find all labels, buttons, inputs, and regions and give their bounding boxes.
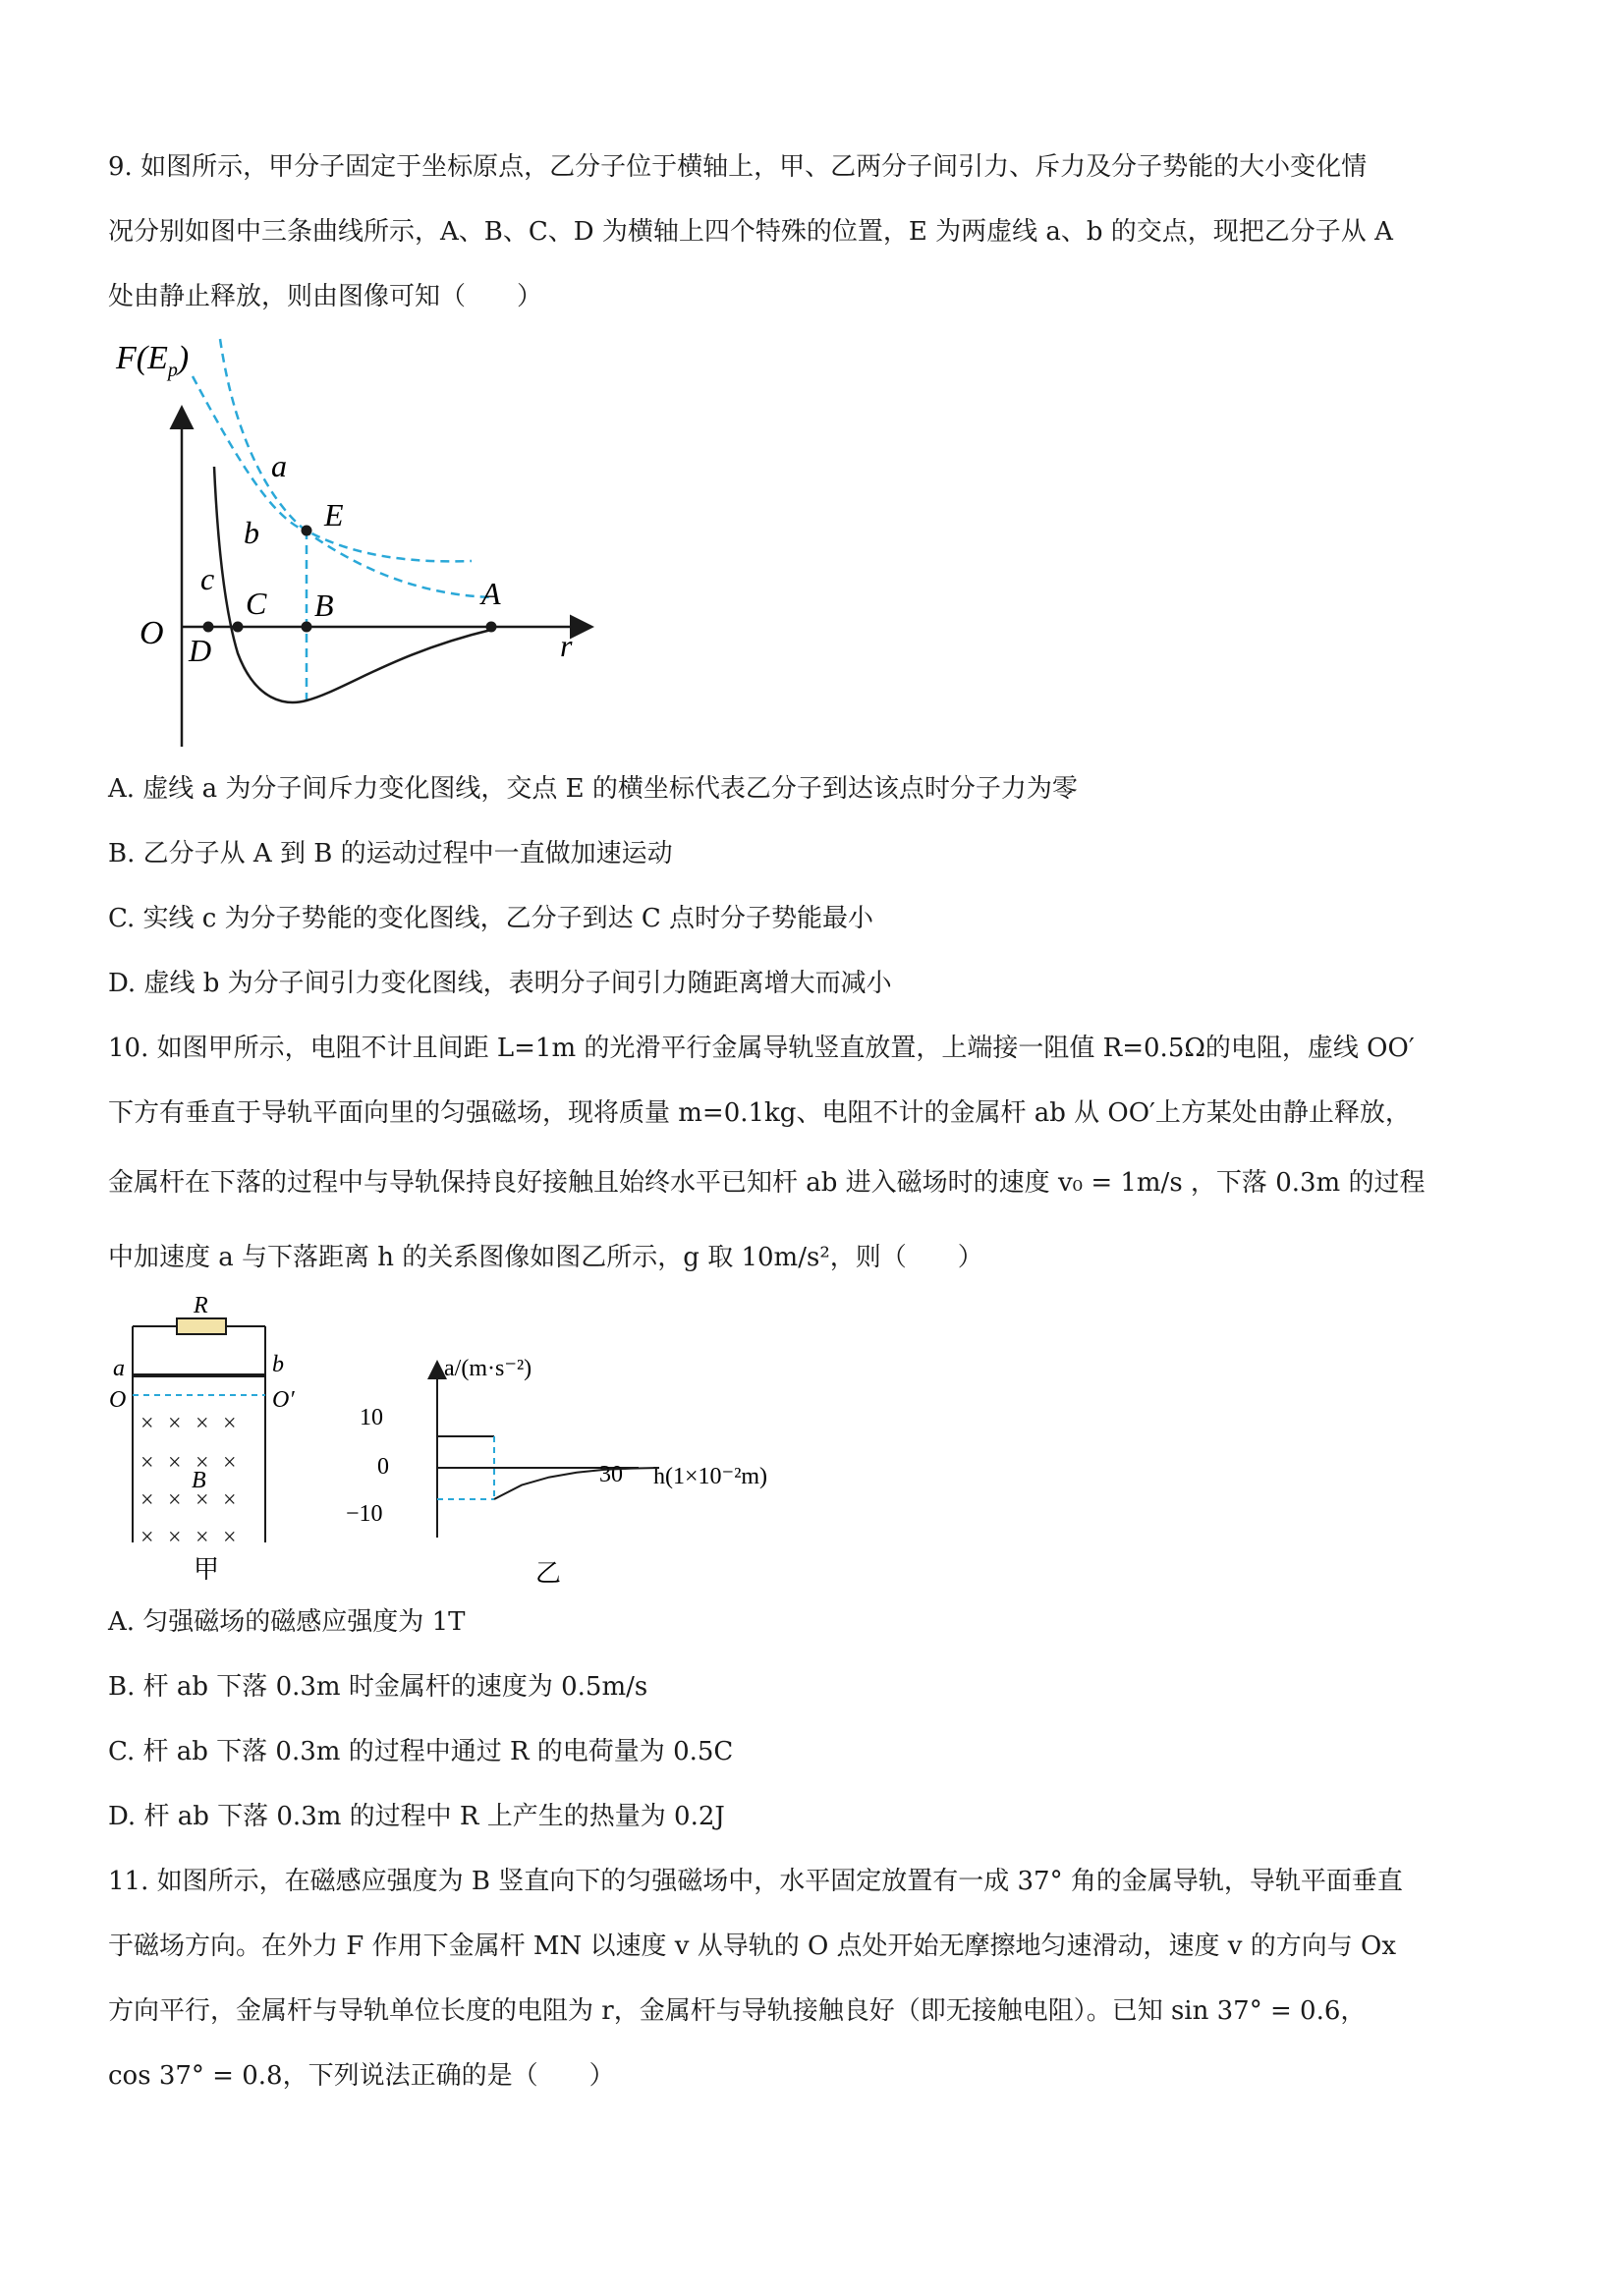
q9-label-C: C xyxy=(246,586,267,621)
q9-label-E: E xyxy=(324,497,344,532)
resistor-R xyxy=(177,1318,226,1334)
yi-ylabel: a/(m·s⁻²) xyxy=(444,1356,532,1381)
q9-label-a: a xyxy=(271,448,287,483)
q11-line-4: cos 37° = 0.8，下列说法正确的是（ ） xyxy=(108,2061,615,2091)
q9-label-D: D xyxy=(189,633,212,668)
label-O: O xyxy=(109,1387,127,1413)
yi-tick-30: 30 xyxy=(599,1462,623,1487)
q10-option-c[interactable]: C. 杆 ab 下落 0.3m 的过程中通过 R 的电荷量为 0.5C xyxy=(108,1737,734,1766)
svg-text:×: × xyxy=(168,1450,182,1476)
magnetic-field-crosses xyxy=(140,1411,237,1550)
svg-text:×: × xyxy=(223,1487,237,1513)
caption-jia: 甲 xyxy=(194,1555,220,1584)
svg-text:×: × xyxy=(196,1450,209,1476)
q10-option-a[interactable]: A. 匀强磁场的磁感应强度为 1T xyxy=(108,1607,466,1637)
q10-line-3: 金属杆在下落的过程中与导轨保持良好接触且始终水平已知杆 ab 进入磁场时的速度 v₀ = 1m/s ，下落 0.3m 的过程 xyxy=(108,1168,1426,1198)
label-R: R xyxy=(194,1297,208,1318)
yi-series-curve xyxy=(494,1468,659,1499)
q9-curve-b xyxy=(193,376,491,597)
q10-figure-jia xyxy=(103,1297,329,1592)
svg-text:×: × xyxy=(140,1487,154,1513)
q9-line-3: 处由静止释放，则由图像可知（ ） xyxy=(108,282,543,311)
q9-label-c: c xyxy=(200,561,215,596)
q9-point-B xyxy=(302,622,312,633)
q11-line-3: 方向平行，金属杆与导轨单位长度的电阻为 r，金属杆与导轨接触良好（即无接触电阻）。已知 sin 37° = 0.6， xyxy=(108,1996,1367,2026)
label-a: a xyxy=(113,1356,125,1381)
yi-xlabel: h(1×10⁻²m) xyxy=(653,1464,768,1489)
svg-text:×: × xyxy=(168,1411,182,1436)
svg-text:×: × xyxy=(196,1487,209,1513)
svg-text:×: × xyxy=(140,1525,154,1550)
q9-point-E xyxy=(302,526,312,536)
q9-label-b: b xyxy=(244,515,259,550)
label-B: B xyxy=(192,1468,206,1493)
q9-curve-c xyxy=(214,467,491,702)
svg-text:×: × xyxy=(196,1525,209,1550)
q10-line-4: 中加速度 a 与下落距离 h 的关系图像如图乙所示，g 取 10m/s²，则（ ） xyxy=(108,1243,983,1272)
q11-line-2: 于磁场方向。在外力 F 作用下金属杆 MN 以速度 v 从导轨的 O 点处开始无摩擦地匀速滑动，速度 v 的方向与 Ox xyxy=(108,1932,1396,1961)
label-b: b xyxy=(272,1352,284,1377)
svg-text:×: × xyxy=(168,1525,182,1550)
q10-line-2: 下方有垂直于导轨平面向里的匀强磁场，现将质量 m=0.1kg、电阻不计的金属杆 ab 从 OO′上方某处由静止释放， xyxy=(108,1098,1411,1128)
q9-point-C xyxy=(233,622,244,633)
q9-point-D xyxy=(203,622,214,633)
q10-option-d[interactable]: D. 杆 ab 下落 0.3m 的过程中 R 上产生的热量为 0.2J xyxy=(108,1802,725,1831)
svg-text:×: × xyxy=(168,1487,182,1513)
q9-ylabel: $F(E_p)$ xyxy=(116,340,190,381)
q11-line-1: 11. 如图所示，在磁感应强度为 B 竖直向下的匀强磁场中，水平固定放置有一成 37° 角的金属导轨，导轨平面垂直 xyxy=(108,1867,1403,1896)
q10-figure-yi xyxy=(344,1346,815,1592)
label-O-prime: O′ xyxy=(272,1387,295,1413)
yi-tick-neg10: −10 xyxy=(346,1501,383,1527)
svg-text:×: × xyxy=(140,1411,154,1436)
q9-label-B: B xyxy=(314,588,334,623)
q9-option-a[interactable]: A. 虚线 a 为分子间斥力变化图线，交点 E 的横坐标代表乙分子到达该点时分子力为零 xyxy=(108,774,1078,804)
q9-label-r: r xyxy=(560,628,573,663)
q9-label-O: O xyxy=(140,615,164,651)
caption-yi: 乙 xyxy=(535,1559,562,1588)
svg-text:×: × xyxy=(140,1450,154,1476)
q9-figure xyxy=(98,329,609,761)
svg-text:×: × xyxy=(223,1525,237,1550)
q9-point-A xyxy=(486,622,497,633)
yi-tick-0: 0 xyxy=(377,1454,389,1480)
q9-label-A: A xyxy=(481,576,501,611)
svg-text:×: × xyxy=(223,1450,237,1476)
q10-line-1: 10. 如图甲所示，电阻不计且间距 L=1m 的光滑平行金属导轨竖直放置，上端接一阻值 R=0.5Ω的电阻，虚线 OO′ xyxy=(108,1034,1415,1063)
q10-option-b[interactable]: B. 杆 ab 下落 0.3m 时金属杆的速度为 0.5m/s xyxy=(108,1672,648,1702)
q9-line-1: 9. 如图所示，甲分子固定于坐标原点，乙分子位于横轴上，甲、乙两分子间引力、斥力及分子势能的大小变化情 xyxy=(108,152,1368,182)
svg-text:×: × xyxy=(196,1411,209,1436)
q9-option-c[interactable]: C. 实线 c 为分子势能的变化图线，乙分子到达 C 点时分子势能最小 xyxy=(108,904,874,933)
q9-option-d[interactable]: D. 虚线 b 为分子间引力变化图线，表明分子间引力随距离增大而减小 xyxy=(108,969,892,998)
q9-option-b[interactable]: B. 乙分子从 A 到 B 的运动过程中一直做加速运动 xyxy=(108,839,673,868)
q9-line-2: 况分别如图中三条曲线所示，A、B、C、D 为横轴上四个特殊的位置，E 为两虚线 a、b 的交点，现把乙分子从 A xyxy=(108,217,1393,247)
svg-text:×: × xyxy=(223,1411,237,1436)
yi-tick-10: 10 xyxy=(360,1405,383,1430)
